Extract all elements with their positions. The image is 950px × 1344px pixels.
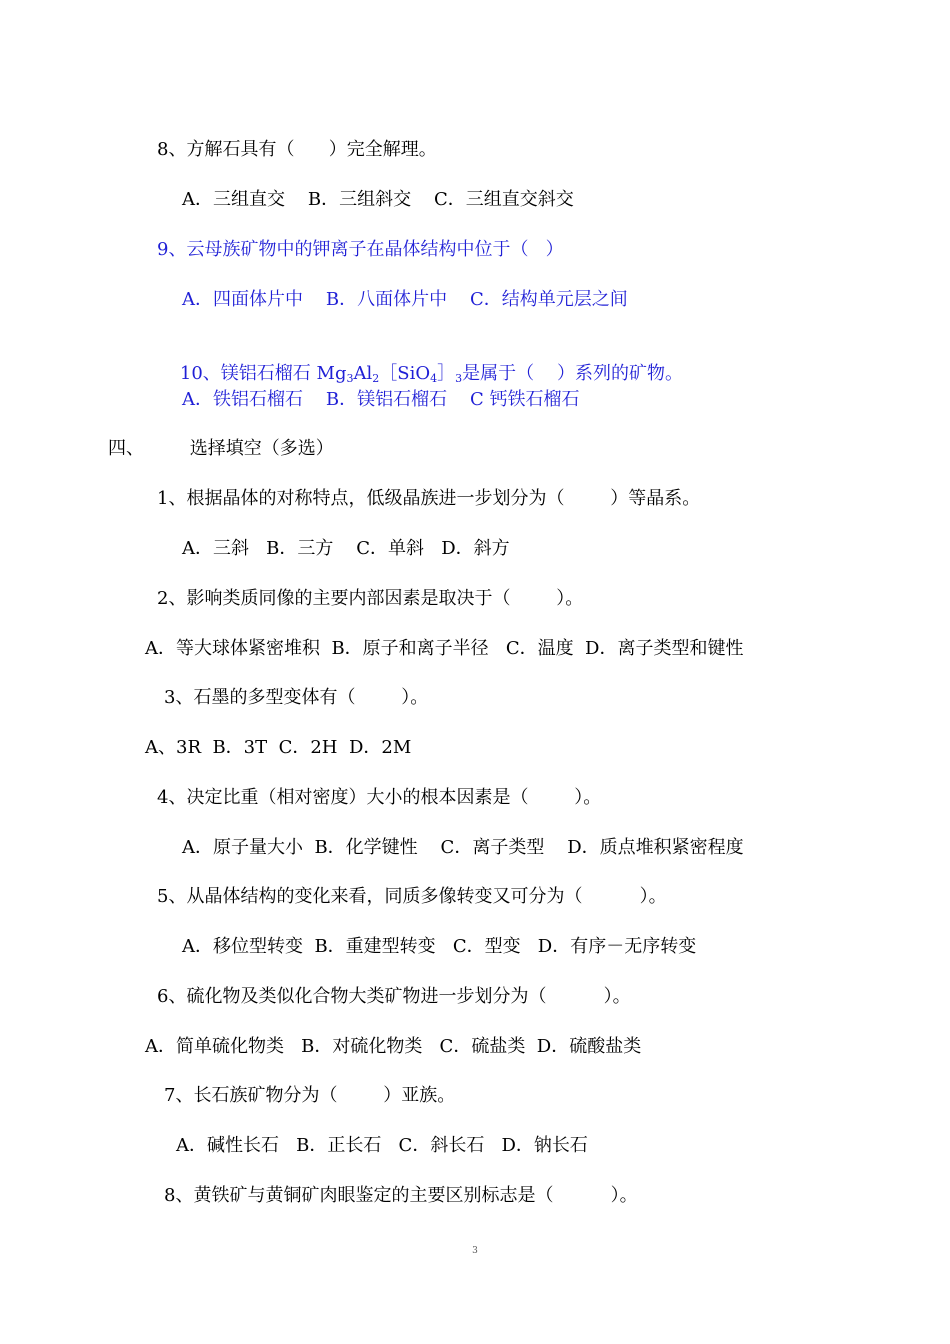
m4-question: 4、决定比重（相对密度）大小的根本因素是（ ）。 [157,787,602,808]
m5-question: 5、从晶体结构的变化来看，同质多像转变又可分为（ ）。 [157,886,667,907]
q10-sub-4: 3 [455,372,463,385]
q9-question: 9、云母族矿物中的钾离子在晶体结构中位于（ ） [157,239,564,260]
m7-question: 7、长石族矿物分为（ ）亚族。 [164,1085,456,1106]
q10-sub-1: 3 [346,372,354,385]
q10-sub-2: 2 [372,372,380,385]
m2-options: A．等大球体紧密堆积 B．原子和离子半径 C．温度 D．离子类型和键性 [145,638,744,659]
m6-question: 6、硫化物及类似化合物大类矿物进一步划分为（ ）。 [157,986,631,1007]
section-four-heading: 四、 选择填空（多选） [108,438,334,459]
q10-mid-2: ［SiO [379,363,431,384]
m7-options: A．碱性长石 B．正长石 C．斜长石 D．钠长石 [176,1135,588,1156]
m8-question: 8、黄铁矿与黄铜矿肉眼鉴定的主要区别标志是（ ）。 [164,1185,638,1206]
q10-prefix: 10、镁铝石榴石 Mg [179,363,347,384]
q10-mid-1: Al [353,363,373,384]
q10-sub-3: 4 [430,372,438,385]
q10-options: A．铁铝石榴石 B．镁铝石榴石 C 钙铁石榴石 [182,389,580,410]
m6-options: A．简单硫化物类 B．对硫化物类 C．硫盐类 D．硫酸盐类 [145,1036,642,1057]
m1-question: 1、根据晶体的对称特点，低级晶族进一步划分为（ ）等晶系。 [157,488,701,509]
m4-options: A．原子量大小 B．化学键性 C．离子类型 D．质点堆积紧密程度 [182,837,744,858]
m3-question: 3、石墨的多型变体有（ ）。 [164,687,429,708]
m3-options: A、3R B．3T C．2H D．2M [145,737,412,758]
m1-options: A．三斜 B．三方 C．单斜 D．斜方 [182,538,510,559]
q10-suffix: 是属于（ ）系列的矿物。 [462,363,683,384]
page-number: 3 [472,1246,478,1256]
m5-options: A．移位型转变 B．重建型转变 C．型变 D．有序－无序转变 [182,936,697,957]
q8-question: 8、方解石具有（ ）完全解理。 [157,139,437,160]
m2-question: 2、影响类质同像的主要内部因素是取决于（ ）。 [157,588,584,609]
q9-options: A．四面体片中 B．八面体片中 C．结构单元层之间 [182,289,628,310]
q10-mid-3: ］ [437,363,456,384]
q8-options: A．三组直交 B．三组斜交 C．三组直交斜交 [182,189,574,210]
